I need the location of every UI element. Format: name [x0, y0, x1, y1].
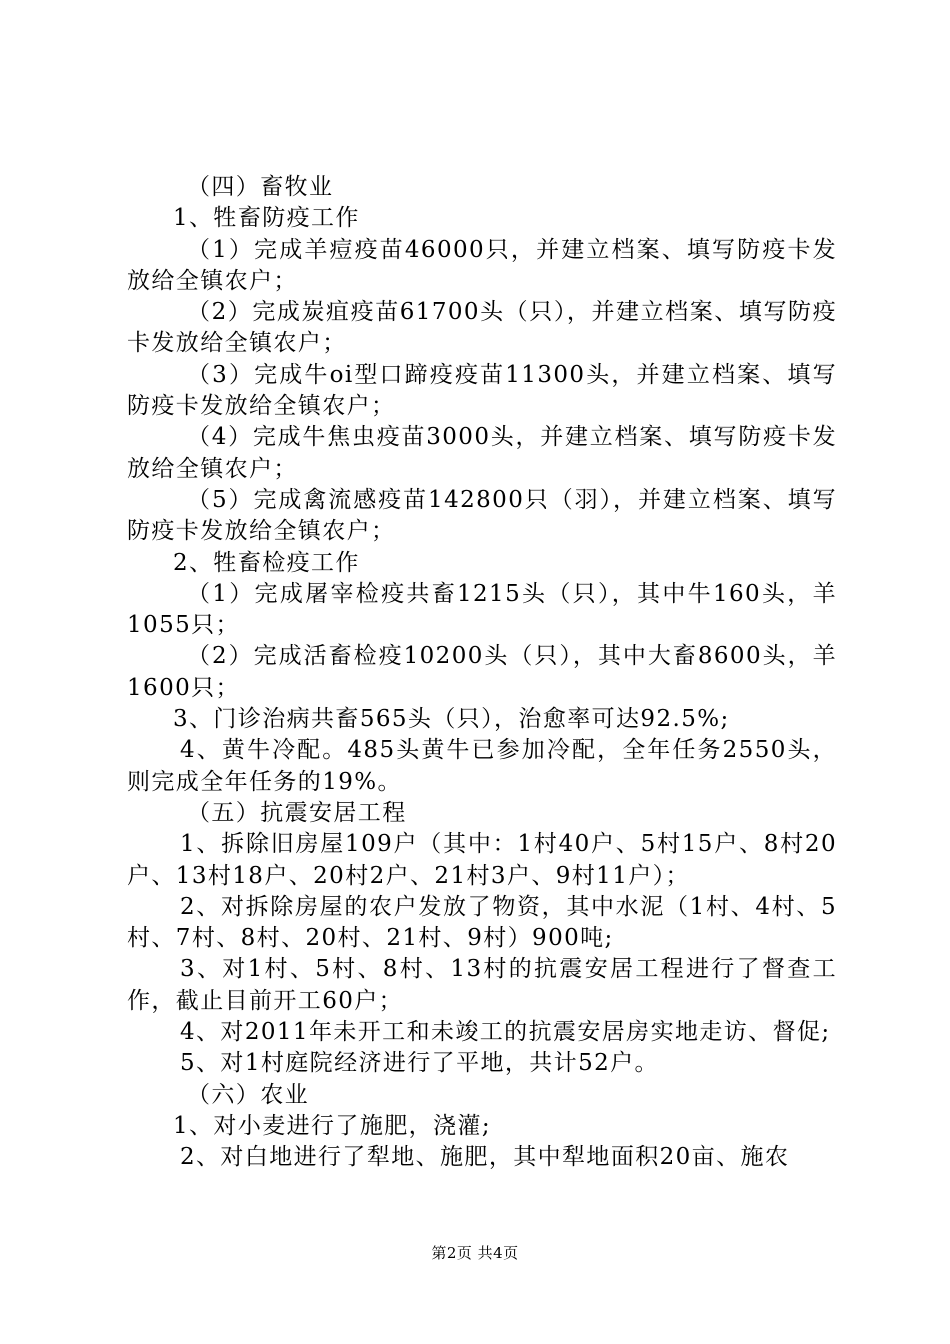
paragraph-anthrax-vaccine: （2）完成炭疽疫苗61700头（只），并建立档案、填写防疫卡发放给全镇农户；: [127, 299, 837, 357]
paragraph-slaughter-quarantine: （1）完成屠宰检疫共畜1215头（只），其中牛160头，羊1055只；: [127, 580, 837, 639]
paragraph-wheat: 1、对小麦进行了施肥，浇灌;: [173, 1112, 491, 1139]
section-heading-earthquake-housing: （五）抗震安居工程: [187, 799, 407, 826]
paragraph-inspection: 3、对1村、5村、8村、13村的抗震安居工程进行了督查工作，截止目前开工60户；: [127, 956, 837, 1014]
paragraph-plowing: 2、对白地进行了犁地、施肥，其中犁地面积20亩、施农: [180, 1144, 790, 1171]
paragraph-demolition: 1、拆除旧房屋109户（其中：1村40户、5村15户、8村20户、13村18户、20村2户、21村3户、9村11户）；: [127, 831, 837, 889]
paragraph-site-visits: 4、对2011年未开工和未竣工的抗震安居房实地走访、督促;: [180, 1019, 831, 1046]
section-heading-livestock: （四）畜牧业: [187, 174, 334, 200]
paragraph-avian-flu-vaccine: （5）完成禽流感疫苗142800只（羽），并建立档案、填写防疫卡发放给全镇农户；: [127, 486, 837, 545]
paragraph-sheep-pox-vaccine: （1）完成羊痘疫苗46000只，并建立档案、填写防疫卡发放给全镇农户；: [127, 236, 837, 294]
subsection-epidemic-prevention: 1、牲畜防疫工作: [173, 205, 360, 232]
paragraph-fmd-vaccine: （3）完成牛oi型口蹄疫疫苗11300头，并建立档案、填写防疫卡发放给全镇农户；: [127, 361, 837, 420]
section-heading-agriculture: （六）农业: [187, 1081, 309, 1108]
paragraph-cattle-breeding: 4、黄牛冷配。485头黄牛已参加冷配，全年任务2550头，则完成全年任务的19%。: [127, 737, 837, 795]
paragraph-courtyard-economy: 5、对1村庭院经济进行了平地，共计52户。: [180, 1050, 659, 1077]
subsection-quarantine: 2、牲畜检疫工作: [173, 549, 360, 576]
paragraph-materials: 2、对拆除房屋的农户发放了物资，其中水泥（1村、4村、5村、7村、8村、20村、21村、9村）900吨;: [127, 893, 837, 952]
document-body: [127, 172, 837, 1174]
paragraph-live-quarantine: （2）完成活畜检疫10200头（只），其中大畜8600头，羊1600只；: [127, 643, 837, 701]
paragraph-clinic-treatment: 3、门诊治病共畜565头（只），治愈率可达92.5%;: [173, 706, 730, 733]
page-footer: 第2页 共4页: [431, 1244, 519, 1262]
paragraph-piroplasm-vaccine: （4）完成牛焦虫疫苗3000头，并建立档案、填写防疫卡发放给全镇农户；: [127, 424, 837, 482]
